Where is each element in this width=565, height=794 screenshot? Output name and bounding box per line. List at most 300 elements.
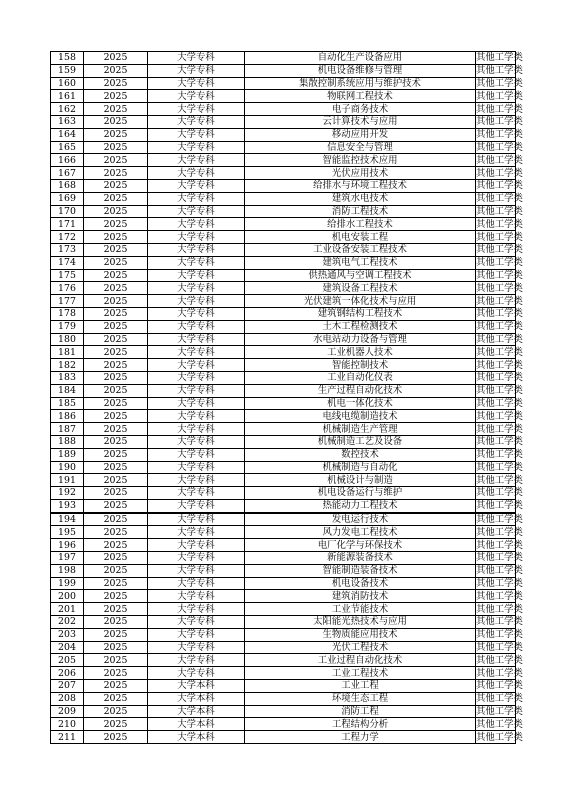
category-cell: 其他工学类 xyxy=(476,167,523,179)
category-cell: 其他工学类 xyxy=(476,103,523,115)
major-name-cell: 智能制造装备技术 xyxy=(245,564,476,577)
category-cell: 其他工学类 xyxy=(476,231,523,243)
table-row xyxy=(51,103,516,116)
row-number-cell: 205 xyxy=(51,654,84,667)
row-number-cell: 159 xyxy=(51,64,84,77)
education-level-cell: 大学专科 xyxy=(148,423,245,436)
year-cell: 2025 xyxy=(84,359,148,372)
education-level-cell: 大学本科 xyxy=(148,718,245,731)
year-cell: 2025 xyxy=(84,371,148,384)
education-level-cell: 大学专科 xyxy=(148,410,245,423)
table-row xyxy=(51,333,516,346)
table-row xyxy=(51,397,516,410)
category-cell: 其他工学类 xyxy=(476,52,523,64)
education-level-cell: 大学专科 xyxy=(148,231,245,244)
category-cell: 其他工学类 xyxy=(476,514,523,526)
year-cell: 2025 xyxy=(84,552,148,565)
education-level-cell: 大学专科 xyxy=(148,359,245,372)
year-cell: 2025 xyxy=(84,487,148,500)
row-number-cell: 202 xyxy=(51,616,84,629)
category-cell: 其他工学类 xyxy=(476,141,523,153)
major-name-cell: 太阳能光热技术与应用 xyxy=(245,616,476,629)
year-cell: 2025 xyxy=(84,205,148,218)
major-name-cell: 消防工程 xyxy=(245,705,476,718)
table-row xyxy=(51,499,516,512)
major-name-cell: 热能动力工程技术 xyxy=(245,499,476,512)
education-level-cell: 大学专科 xyxy=(148,346,245,359)
table-row xyxy=(51,231,516,244)
table-row xyxy=(51,513,516,526)
row-number-cell: 207 xyxy=(51,680,84,693)
education-level-cell: 大学专科 xyxy=(148,628,245,641)
year-cell: 2025 xyxy=(84,64,148,77)
education-level-cell: 大学专科 xyxy=(148,243,245,256)
row-number-cell: 165 xyxy=(51,141,84,154)
education-level-cell: 大学专科 xyxy=(148,577,245,590)
category-cell: 其他工学类 xyxy=(476,346,523,358)
row-number-cell: 208 xyxy=(51,692,84,705)
education-level-cell: 大学专科 xyxy=(148,448,245,461)
row-number-cell: 204 xyxy=(51,641,84,654)
category-cell: 其他工学类 xyxy=(476,590,523,602)
major-name-cell: 智能监控技术应用 xyxy=(245,154,476,167)
row-number-cell: 178 xyxy=(51,307,84,320)
education-level-cell: 大学专科 xyxy=(148,115,245,128)
row-number-cell: 211 xyxy=(51,731,84,744)
category-cell: 其他工学类 xyxy=(476,603,523,615)
major-name-cell: 环境生态工程 xyxy=(245,692,476,705)
row-number-cell: 189 xyxy=(51,448,84,461)
category-cell: 其他工学类 xyxy=(476,461,523,473)
year-cell: 2025 xyxy=(84,141,148,154)
major-name-cell: 建筑设备工程技术 xyxy=(245,282,476,295)
category-cell: 其他工学类 xyxy=(476,321,523,333)
row-number-cell: 164 xyxy=(51,128,84,141)
table-row xyxy=(51,179,516,192)
row-number-cell: 186 xyxy=(51,410,84,423)
education-level-cell: 大学专科 xyxy=(148,461,245,474)
row-number-cell: 179 xyxy=(51,320,84,333)
education-level-cell: 大学本科 xyxy=(148,692,245,705)
education-level-cell: 大学专科 xyxy=(148,307,245,320)
year-cell: 2025 xyxy=(84,320,148,333)
row-number-cell: 175 xyxy=(51,269,84,282)
major-name-cell: 工业工程技术 xyxy=(245,667,476,680)
category-cell: 其他工学类 xyxy=(476,423,523,435)
year-cell: 2025 xyxy=(84,77,148,90)
education-level-cell: 大学专科 xyxy=(148,371,245,384)
table-row xyxy=(51,77,516,90)
education-level-cell: 大学专科 xyxy=(148,603,245,616)
table-row xyxy=(51,667,516,680)
education-level-cell: 大学专科 xyxy=(148,526,245,539)
education-level-cell: 大学专科 xyxy=(148,179,245,192)
major-name-cell: 工程力学 xyxy=(245,731,476,744)
education-level-cell: 大学专科 xyxy=(148,218,245,231)
row-number-cell: 166 xyxy=(51,154,84,167)
table-row xyxy=(51,423,516,436)
table-row xyxy=(51,487,516,500)
table-row xyxy=(51,295,516,308)
year-cell: 2025 xyxy=(84,718,148,731)
category-cell: 其他工学类 xyxy=(476,77,523,89)
education-level-cell: 大学专科 xyxy=(148,90,245,103)
year-cell: 2025 xyxy=(84,115,148,128)
category-cell: 其他工学类 xyxy=(476,359,523,371)
table-row xyxy=(51,205,516,218)
education-level-cell: 大学专科 xyxy=(148,320,245,333)
table-row xyxy=(51,410,516,423)
category-cell: 其他工学类 xyxy=(476,565,523,577)
category-cell: 其他工学类 xyxy=(476,218,523,230)
table-row xyxy=(51,346,516,359)
education-level-cell: 大学专科 xyxy=(148,77,245,90)
year-cell: 2025 xyxy=(84,154,148,167)
category-cell: 其他工学类 xyxy=(476,487,523,499)
year-cell: 2025 xyxy=(84,128,148,141)
major-name-cell: 新能源装备技术 xyxy=(245,552,476,565)
row-number-cell: 191 xyxy=(51,474,84,487)
major-name-cell: 水电站动力设备与管理 xyxy=(245,333,476,346)
row-number-cell: 193 xyxy=(51,499,84,512)
major-name-cell: 光伏建筑一体化技术与应用 xyxy=(245,295,476,308)
row-number-cell: 182 xyxy=(51,359,84,372)
major-name-cell: 电厂化学与环保技术 xyxy=(245,539,476,552)
major-name-cell: 给排水与环境工程技术 xyxy=(245,179,476,192)
education-level-cell: 大学专科 xyxy=(148,295,245,308)
row-number-cell: 188 xyxy=(51,435,84,448)
education-level-cell: 大学本科 xyxy=(148,731,245,744)
table-row xyxy=(51,526,516,539)
table-row xyxy=(51,628,516,641)
education-level-cell: 大学专科 xyxy=(148,616,245,629)
category-cell: 其他工学类 xyxy=(476,436,523,448)
year-cell: 2025 xyxy=(84,346,148,359)
education-level-cell: 大学专科 xyxy=(148,590,245,603)
row-number-cell: 185 xyxy=(51,397,84,410)
category-cell: 其他工学类 xyxy=(476,616,523,628)
major-name-cell: 移动应用开发 xyxy=(245,128,476,141)
category-cell: 其他工学类 xyxy=(476,90,523,102)
education-level-cell: 大学本科 xyxy=(148,680,245,693)
category-cell: 其他工学类 xyxy=(476,295,523,307)
category-cell: 其他工学类 xyxy=(476,667,523,679)
table-row xyxy=(51,731,516,744)
major-name-cell: 电线电缆制造技术 xyxy=(245,410,476,423)
table-row xyxy=(51,603,516,616)
education-level-cell: 大学专科 xyxy=(148,539,245,552)
category-cell: 其他工学类 xyxy=(476,385,523,397)
year-cell: 2025 xyxy=(84,410,148,423)
year-cell: 2025 xyxy=(84,423,148,436)
category-cell: 其他工学类 xyxy=(476,333,523,345)
education-level-cell: 大学专科 xyxy=(148,256,245,269)
table-row xyxy=(51,384,516,397)
major-name-cell: 工业机器人技术 xyxy=(245,346,476,359)
year-cell: 2025 xyxy=(84,731,148,744)
table-row xyxy=(51,128,516,141)
year-cell: 2025 xyxy=(84,231,148,244)
row-number-cell: 187 xyxy=(51,423,84,436)
category-cell: 其他工学类 xyxy=(476,410,523,422)
major-name-cell: 工业节能技术 xyxy=(245,603,476,616)
year-cell: 2025 xyxy=(84,282,148,295)
year-cell: 2025 xyxy=(84,295,148,308)
row-number-cell: 158 xyxy=(51,52,84,65)
category-cell: 其他工学类 xyxy=(476,474,523,486)
year-cell: 2025 xyxy=(84,513,148,526)
education-level-cell: 大学专科 xyxy=(148,641,245,654)
category-cell: 其他工学类 xyxy=(476,629,523,641)
major-name-cell: 建筑钢结构工程技术 xyxy=(245,307,476,320)
major-name-cell: 发电运行技术 xyxy=(245,513,476,526)
year-cell: 2025 xyxy=(84,192,148,205)
year-cell: 2025 xyxy=(84,269,148,282)
row-number-cell: 194 xyxy=(51,513,84,526)
year-cell: 2025 xyxy=(84,603,148,616)
major-name-cell: 机电设备维修与管理 xyxy=(245,64,476,77)
category-cell: 其他工学类 xyxy=(476,193,523,205)
table-row xyxy=(51,307,516,320)
table-row xyxy=(51,192,516,205)
table-row xyxy=(51,320,516,333)
year-cell: 2025 xyxy=(84,539,148,552)
year-cell: 2025 xyxy=(84,616,148,629)
row-number-cell: 160 xyxy=(51,77,84,90)
category-cell: 其他工学类 xyxy=(476,65,523,77)
category-cell: 其他工学类 xyxy=(476,654,523,666)
major-name-cell: 机电安装工程 xyxy=(245,231,476,244)
year-cell: 2025 xyxy=(84,667,148,680)
year-cell: 2025 xyxy=(84,243,148,256)
category-cell: 其他工学类 xyxy=(476,282,523,294)
category-cell: 其他工学类 xyxy=(476,154,523,166)
education-level-cell: 大学专科 xyxy=(148,487,245,500)
major-name-cell: 机械制造生产管理 xyxy=(245,423,476,436)
year-cell: 2025 xyxy=(84,705,148,718)
year-cell: 2025 xyxy=(84,474,148,487)
major-name-cell: 信息安全与管理 xyxy=(245,141,476,154)
table-row xyxy=(51,115,516,128)
category-cell: 其他工学类 xyxy=(476,308,523,320)
table-row xyxy=(51,269,516,282)
row-number-cell: 170 xyxy=(51,205,84,218)
table-row xyxy=(51,256,516,269)
major-name-cell: 机电一体化技术 xyxy=(245,397,476,410)
education-level-cell: 大学专科 xyxy=(148,499,245,512)
year-cell: 2025 xyxy=(84,384,148,397)
major-name-cell: 机电设备技术 xyxy=(245,577,476,590)
row-number-cell: 167 xyxy=(51,167,84,180)
major-name-cell: 机械制造与自动化 xyxy=(245,461,476,474)
major-name-cell: 工程结构分析 xyxy=(245,718,476,731)
row-number-cell: 172 xyxy=(51,231,84,244)
major-name-cell: 风力发电工程技术 xyxy=(245,526,476,539)
row-number-cell: 190 xyxy=(51,461,84,474)
education-level-cell: 大学专科 xyxy=(148,103,245,116)
row-number-cell: 169 xyxy=(51,192,84,205)
year-cell: 2025 xyxy=(84,526,148,539)
category-cell: 其他工学类 xyxy=(476,205,523,217)
education-level-cell: 大学专科 xyxy=(148,282,245,295)
major-name-cell: 土木工程检测技术 xyxy=(245,320,476,333)
category-cell: 其他工学类 xyxy=(476,372,523,384)
row-number-cell: 195 xyxy=(51,526,84,539)
category-cell: 其他工学类 xyxy=(476,526,523,538)
category-cell: 其他工学类 xyxy=(476,180,523,192)
table-row xyxy=(51,705,516,718)
major-name-cell: 光伏应用技术 xyxy=(245,167,476,180)
year-cell: 2025 xyxy=(84,179,148,192)
year-cell: 2025 xyxy=(84,435,148,448)
row-number-cell: 180 xyxy=(51,333,84,346)
category-cell: 其他工学类 xyxy=(476,578,523,590)
education-level-cell: 大学专科 xyxy=(148,513,245,526)
category-cell: 其他工学类 xyxy=(476,693,523,705)
major-name-cell: 建筑水电技术 xyxy=(245,192,476,205)
row-number-cell: 197 xyxy=(51,552,84,565)
year-cell: 2025 xyxy=(84,218,148,231)
row-number-cell: 176 xyxy=(51,282,84,295)
table-row xyxy=(51,616,516,629)
education-level-cell: 大学专科 xyxy=(148,154,245,167)
education-level-cell: 大学专科 xyxy=(148,167,245,180)
table-row xyxy=(51,64,516,77)
category-cell: 其他工学类 xyxy=(476,731,523,743)
table-row xyxy=(51,218,516,231)
major-name-cell: 建筑电气工程技术 xyxy=(245,256,476,269)
major-name-cell: 智能控制技术 xyxy=(245,359,476,372)
category-cell: 其他工学类 xyxy=(476,244,523,256)
category-cell: 其他工学类 xyxy=(476,500,523,512)
row-number-cell: 196 xyxy=(51,539,84,552)
table-row xyxy=(51,282,516,295)
major-name-cell: 机械制造工艺及设备 xyxy=(245,435,476,448)
year-cell: 2025 xyxy=(84,654,148,667)
table-row xyxy=(51,154,516,167)
major-name-cell: 数控技术 xyxy=(245,448,476,461)
category-cell: 其他工学类 xyxy=(476,539,523,551)
year-cell: 2025 xyxy=(84,397,148,410)
table-row xyxy=(51,692,516,705)
row-number-cell: 206 xyxy=(51,667,84,680)
education-level-cell: 大学专科 xyxy=(148,384,245,397)
year-cell: 2025 xyxy=(84,103,148,116)
row-number-cell: 174 xyxy=(51,256,84,269)
major-name-cell: 给排水工程技术 xyxy=(245,218,476,231)
row-number-cell: 200 xyxy=(51,590,84,603)
table-row xyxy=(51,474,516,487)
category-cell: 其他工学类 xyxy=(476,706,523,718)
education-level-cell: 大学专科 xyxy=(148,205,245,218)
major-name-cell: 生物质能应用技术 xyxy=(245,628,476,641)
major-name-cell: 云计算技术与应用 xyxy=(245,115,476,128)
education-level-cell: 大学专科 xyxy=(148,52,245,65)
year-cell: 2025 xyxy=(84,692,148,705)
row-number-cell: 168 xyxy=(51,179,84,192)
table-row xyxy=(51,359,516,372)
education-level-cell: 大学专科 xyxy=(148,128,245,141)
year-cell: 2025 xyxy=(84,307,148,320)
table-row xyxy=(51,552,516,565)
row-number-cell: 163 xyxy=(51,115,84,128)
row-number-cell: 210 xyxy=(51,718,84,731)
major-name-cell: 自动化生产设备应用 xyxy=(245,52,476,65)
major-name-cell: 机械设计与制造 xyxy=(245,474,476,487)
major-name-cell: 工业工程 xyxy=(245,680,476,693)
category-cell: 其他工学类 xyxy=(476,680,523,692)
year-cell: 2025 xyxy=(84,256,148,269)
major-name-cell: 集散控制系统应用与维护技术 xyxy=(245,77,476,90)
major-name-cell: 供热通风与空调工程技术 xyxy=(245,269,476,282)
table-row xyxy=(51,243,516,256)
year-cell: 2025 xyxy=(84,590,148,603)
row-number-cell: 162 xyxy=(51,103,84,116)
table-row xyxy=(51,167,516,180)
major-table xyxy=(50,51,523,744)
year-cell: 2025 xyxy=(84,499,148,512)
major-name-cell: 工业设备安装工程技术 xyxy=(245,243,476,256)
year-cell: 2025 xyxy=(84,448,148,461)
year-cell: 2025 xyxy=(84,461,148,474)
table-row xyxy=(51,641,516,654)
table-row xyxy=(51,461,516,474)
category-cell: 其他工学类 xyxy=(476,552,523,564)
year-cell: 2025 xyxy=(84,52,148,65)
education-level-cell: 大学专科 xyxy=(148,552,245,565)
education-level-cell: 大学专科 xyxy=(148,397,245,410)
major-name-cell: 光伏工程技术 xyxy=(245,641,476,654)
education-level-cell: 大学专科 xyxy=(148,141,245,154)
table-row xyxy=(51,371,516,384)
major-name-cell: 工业过程自动化技术 xyxy=(245,654,476,667)
education-level-cell: 大学专科 xyxy=(148,64,245,77)
year-cell: 2025 xyxy=(84,564,148,577)
table-row xyxy=(51,448,516,461)
row-number-cell: 161 xyxy=(51,90,84,103)
row-number-cell: 183 xyxy=(51,371,84,384)
major-name-cell: 消防工程技术 xyxy=(245,205,476,218)
row-number-cell: 201 xyxy=(51,603,84,616)
table-row xyxy=(51,564,516,577)
major-name-cell: 生产过程自动化技术 xyxy=(245,384,476,397)
education-level-cell: 大学专科 xyxy=(148,667,245,680)
table-row xyxy=(51,141,516,154)
year-cell: 2025 xyxy=(84,167,148,180)
year-cell: 2025 xyxy=(84,333,148,346)
row-number-cell: 203 xyxy=(51,628,84,641)
table-row xyxy=(51,539,516,552)
major-name-cell: 电子商务技术 xyxy=(245,103,476,116)
table-row xyxy=(51,52,516,65)
row-number-cell: 177 xyxy=(51,295,84,308)
major-name-cell: 机电设备运行与维护 xyxy=(245,487,476,500)
row-number-cell: 184 xyxy=(51,384,84,397)
row-number-cell: 173 xyxy=(51,243,84,256)
education-level-cell: 大学专科 xyxy=(148,333,245,346)
row-number-cell: 192 xyxy=(51,487,84,500)
education-level-cell: 大学本科 xyxy=(148,705,245,718)
table-row xyxy=(51,90,516,103)
category-cell: 其他工学类 xyxy=(476,642,523,654)
row-number-cell: 209 xyxy=(51,705,84,718)
education-level-cell: 大学专科 xyxy=(148,564,245,577)
category-cell: 其他工学类 xyxy=(476,257,523,269)
education-level-cell: 大学专科 xyxy=(148,654,245,667)
education-level-cell: 大学专科 xyxy=(148,192,245,205)
year-cell: 2025 xyxy=(84,577,148,590)
education-level-cell: 大学专科 xyxy=(148,474,245,487)
